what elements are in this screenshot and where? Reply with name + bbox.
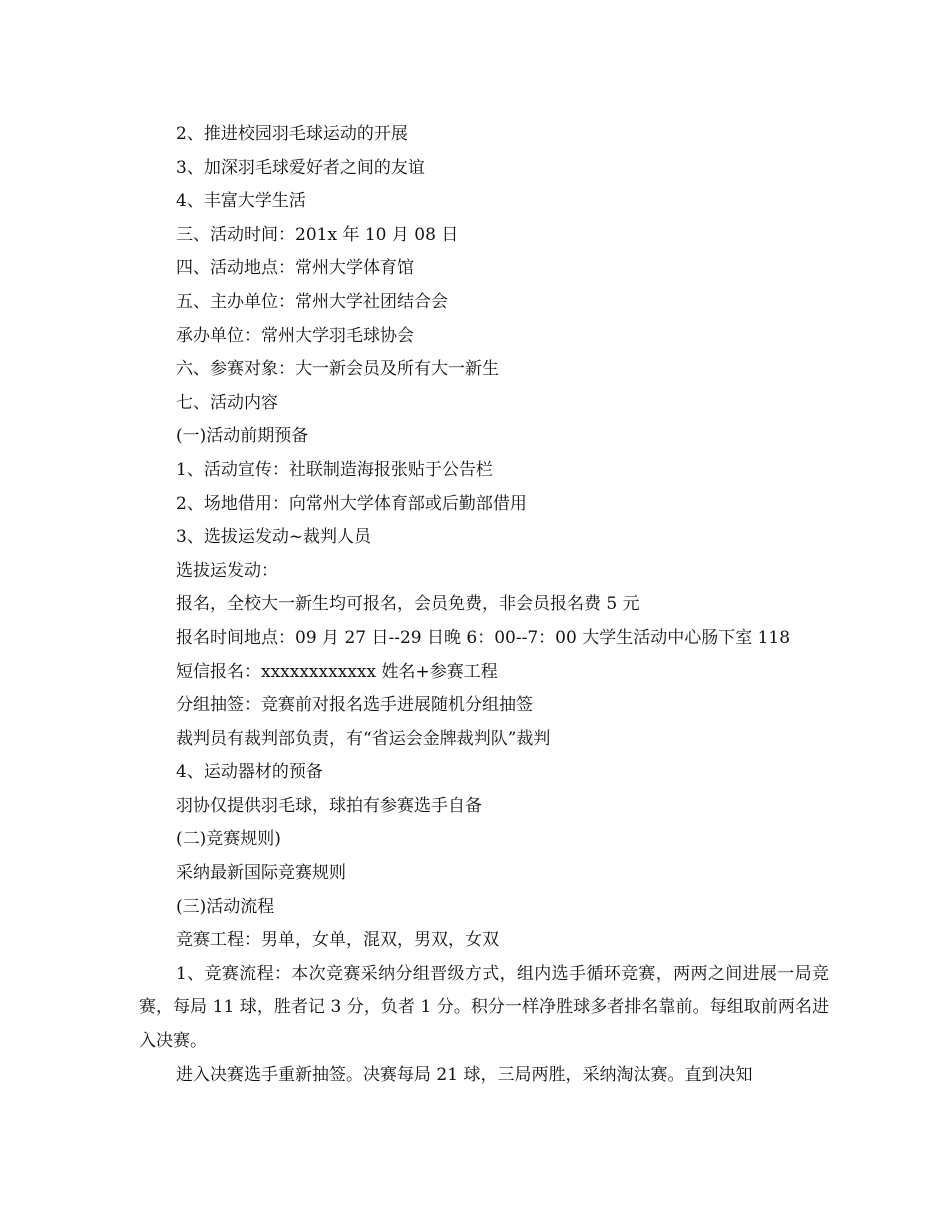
text-line: 1、活动宣传：社联制造海报张贴于公告栏 bbox=[176, 459, 493, 480]
text-line: 羽协仅提供羽毛球，球拍有参赛选手自备 bbox=[176, 795, 482, 816]
text-line: 4、丰富大学生活 bbox=[176, 191, 306, 212]
text-line: 2、场地借用：向常州大学体育部或后勤部借用 bbox=[176, 493, 527, 514]
text-line: 选拔运发动： bbox=[176, 560, 278, 581]
text-line: 3、选拔运发动~裁判人员 bbox=[176, 527, 372, 548]
text-line: 报名时间地点：09 月 27 日--29 日晚 6：00--7：00 大学生活动中心肠下室 118 bbox=[176, 627, 791, 648]
text-line: 2、推进校园羽毛球运动的开展 bbox=[176, 124, 408, 144]
section-heading-content: 七、活动内容 bbox=[176, 392, 278, 413]
text-line: 竞赛工程：男单，女单，混双，男双，女双 bbox=[176, 930, 499, 951]
subsection-heading: (三)活动流程 bbox=[176, 896, 275, 917]
subsection-heading: (二)竞赛规则) bbox=[176, 829, 281, 850]
text-line: 采纳最新国际竞赛规则 bbox=[176, 863, 346, 884]
text-line: 3、加深羽毛球爱好者之间的友谊 bbox=[176, 157, 425, 178]
subsection-heading: (一)活动前期预备 bbox=[176, 426, 309, 447]
document-body bbox=[139, 118, 829, 1092]
section-heading-participants: 六、参赛对象：大一新会员及所有大一新生 bbox=[176, 359, 499, 380]
text-line: 报名，全校大一新生均可报名，会员免费，非会员报名费 5 元 bbox=[176, 594, 640, 615]
paragraph: 1、竞赛流程：本次竞赛采纳分组晋级方式，组内选手循环竞赛，两两之间进展一局竞赛，每局 11 球，胜者记 3 分，负者 1 分。积分一样净胜球多者排名靠前。每组取前两名进入决赛。 bbox=[139, 963, 829, 1052]
section-heading-location: 四、活动地点：常州大学体育馆 bbox=[176, 258, 414, 279]
text-line: 承办单位：常州大学羽毛球协会 bbox=[176, 325, 414, 346]
text-line: 短信报名：xxxxxxxxxxxx 姓名+参赛工程 bbox=[176, 661, 498, 682]
text-line: 裁判员有裁判部负责，有“省运会金牌裁判队”裁判 bbox=[176, 728, 551, 749]
section-heading-time: 三、活动时间：201x 年 10 月 08 日 bbox=[176, 224, 459, 245]
text-line: 4、运动器材的预备 bbox=[176, 762, 323, 783]
text-line: 分组抽签：竞赛前对报名选手进展随机分组抽签 bbox=[176, 695, 533, 716]
paragraph: 进入决赛选手重新抽签。决赛每局 21 球，三局两胜，采纳淘汰赛。直到决知 bbox=[176, 1064, 753, 1085]
section-heading-organizer: 五、主办单位：常州大学社团结合会 bbox=[176, 291, 448, 312]
